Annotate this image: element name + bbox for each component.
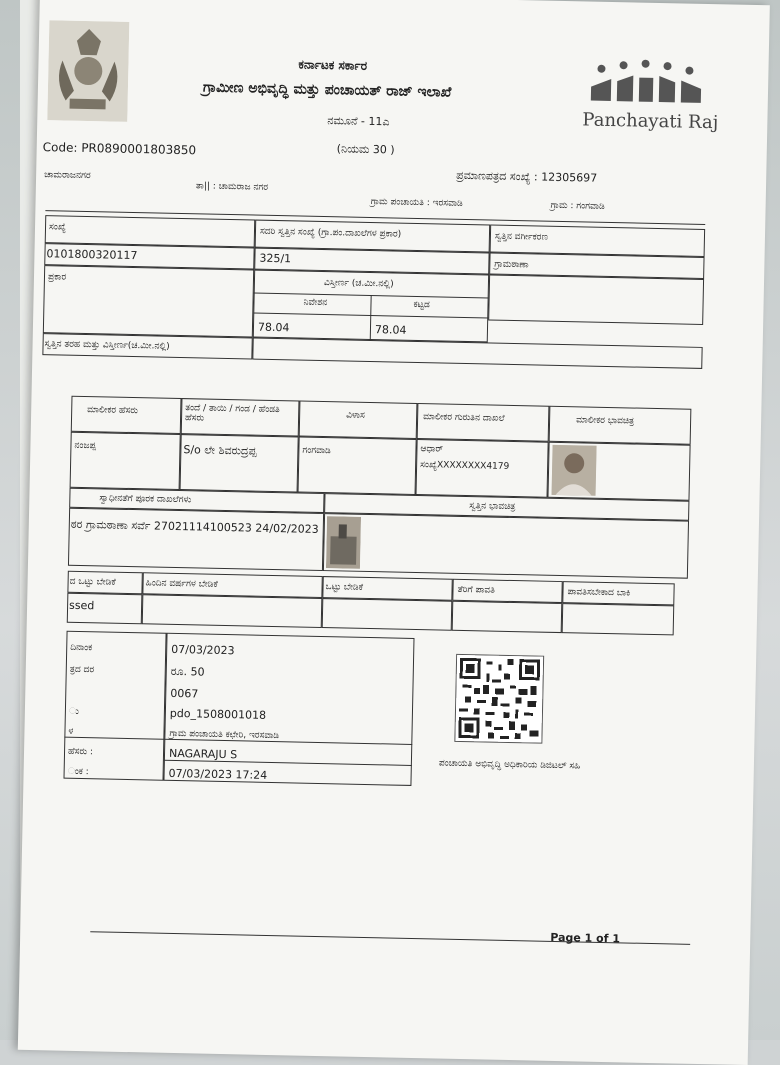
building-area: 78.04 [374, 323, 407, 337]
balance-due-header: ಪಾವತಿಸಬೇಕಾದ ಬಾಕಿ [567, 587, 631, 599]
table-cell [63, 631, 166, 781]
officer-name: NAGARAJU S [168, 746, 238, 762]
owner-address: ಗಂಗವಾಡಿ [302, 445, 331, 457]
officer-name-label: ಹೆಸರು : [67, 746, 94, 758]
usage-label: ಸ್ವತ್ತಿನ ತರಹ ಮತ್ತು ವಿಸ್ತೀರ್ಣ(ಚ.ಮೀ.ನಲ್ಲಿ) [44, 339, 170, 352]
issue-date: 07/03/2023 [171, 642, 235, 658]
supporting-document: ಠರ ಗ್ರಾಮಠಾಣಾ ಸರ್ವೆ 27021114100523 24/02/2023 [70, 517, 319, 536]
property-no-header: ಸಂಖ್ಯೆ [48, 222, 67, 233]
gram-panchayat: ಗ್ರಾಮ ಪಂಚಾಯತಿ : ಇರಸವಾಡಿ [370, 196, 463, 209]
owner-photo [552, 445, 597, 496]
table-cell [142, 594, 323, 628]
photo-header: ಮಾಲೀಕರ ಭಾವಚಿತ್ರ [576, 415, 635, 427]
owner-id-value: ಸಂಖ್ಯೆXXXXXXXX4179 [420, 460, 510, 472]
sum-demand-header: ಒಟ್ಟು ಬೇಡಿಕೆ [325, 582, 364, 593]
area-label: ವಿಸ್ತೀರ್ಣ (ಚ.ಮೀ.ನಲ್ಲಿ) [323, 278, 394, 290]
receipt-number: 0067 [170, 686, 199, 701]
property-photo [326, 516, 361, 569]
form-number: ನಮೂನೆ - 11ಎ [327, 114, 390, 129]
property-id: 0101800320117 [46, 247, 138, 263]
fee-value: ರೂ. 50 [170, 664, 205, 679]
property-photo-header: ಸ್ವತ್ತಿನ ಭಾವಚಿತ್ರ [469, 501, 516, 513]
signed-date-label: ಂಕ : [67, 766, 89, 778]
table-cell [45, 215, 256, 247]
total-demand-header: ದ ಒಟ್ಟು ಬೇಡಿಕೆ [69, 576, 116, 588]
classification-header: ಸ್ವತ್ತಿನ ವರ್ಗೀಕರಣ [494, 231, 548, 243]
digital-signature-label: ಪಂಚಾಯತಿ ಅಭಿವೃದ್ಧಿ ಅಧಿಕಾರಿಯ ಡಿಜಿಟಲ್ ಸಹಿ [438, 758, 581, 772]
table-cell [488, 274, 704, 324]
tax-paid-header: ತೆರಿಗೆ ಪಾವತಿ [457, 584, 496, 596]
qr-code [454, 654, 544, 744]
owner-id-type: ಆಧಾರ್ [420, 444, 444, 455]
table-cell [322, 598, 453, 631]
address-header: ವಿಳಾಸ [346, 410, 365, 421]
building-label: ಕಟ್ಟಡ [413, 299, 430, 311]
classification: ಗ್ರಾಮಠಾಣಾ [494, 259, 529, 271]
karnataka-emblem-icon [47, 20, 129, 122]
office-address: ಗ್ರಾಮ ಪಂಚಾಯತಿ ಕಛೇರಿ, ಇರಸವಾಡಿ [169, 728, 280, 742]
owner-name: ನಂಜಪ್ಪ [74, 440, 97, 452]
table-cell [323, 513, 689, 579]
govt-title: ಕರ್ನಾಟಕ ಸರ್ಕಾರ [298, 57, 368, 73]
certificate-number: ಪ್ರಮಾಣಪತ್ರದ ಸಂಖ್ಯೆ : 12305697 [456, 168, 598, 185]
type-label: ಪ್ರಕಾರ [47, 272, 67, 283]
officer-id: pdo_1508001018 [169, 706, 267, 722]
taluk: ತಾ|| : ಚಾಮರಾಜ ನಗರ [195, 181, 269, 193]
brand-name: Panchayati Raj [582, 109, 719, 134]
survey-header: ಸದರಿ ಸ್ವತ್ತಿನ ಸಂಖ್ಯೆ (ಗ್ರಾ.ಪಂ.ದಾಖಲೆಗಳ ಪ್ರಕಾರ) [259, 226, 402, 240]
issue-date-label: ದಿನಾಂಕ [70, 642, 93, 654]
table-cell [452, 601, 563, 633]
signed-date: 07/03/2023 17:24 [168, 766, 268, 782]
rule-number: (ನಿಯಮ 30 ) [336, 142, 395, 157]
dept-title: ಗ್ರಾಮೀಣ ಅಭಿವೃದ್ಧಿ ಮತ್ತು ಪಂಚಾಯತ್ ರಾಜ್ ಇಲಾಖೆ [202, 79, 452, 101]
table-cell [68, 508, 324, 571]
property-code: Code: PR0890001803850 [42, 140, 197, 158]
document-page [18, 0, 770, 1065]
table-cell [252, 338, 702, 369]
officer-id-label: ು [68, 706, 79, 717]
survey-number: 325/1 [259, 251, 292, 266]
site-area: 78.04 [257, 320, 290, 335]
table-cell [562, 603, 675, 635]
previous-demand-header: ಹಿಂದಿನ ವರ್ಷಗಳ ಬೇಡಿಕೆ [145, 578, 218, 590]
relation-header: ತಂದೆ / ತಾಯಿ / ಗಂಡ / ಹೆಂಡತಿ ಹೆಸರು [184, 403, 280, 424]
village: ಗ್ರಾಮ : ಗಂಗವಾಡಿ [550, 200, 605, 212]
docs-header: ಸ್ವಾಧೀನತೆಗೆ ಪೂರಕ ದಾಖಲೆಗಳು [99, 493, 192, 506]
site-label: ನಿವೇಶನ [303, 297, 328, 309]
office-label: ಳ [68, 726, 74, 737]
fee-label: ತ್ರದ ದರ [69, 664, 95, 676]
page-number: Page 1 of 1 [550, 930, 621, 946]
district: ಚಾಮರಾಜನಗರ [44, 170, 91, 182]
assessment-status: ssed [68, 598, 95, 613]
id-header: ಮಾಲೀಕರ ಗುರುತಿನ ದಾಖಲೆ [423, 412, 505, 424]
owner-relation: S/o ಲೇ ಶಿವರುದ್ರಪ್ಪ [183, 443, 257, 458]
owner-name-header: ಮಾಲೀಕರ ಹೆಸರು [87, 405, 139, 417]
table-cell [43, 265, 254, 337]
